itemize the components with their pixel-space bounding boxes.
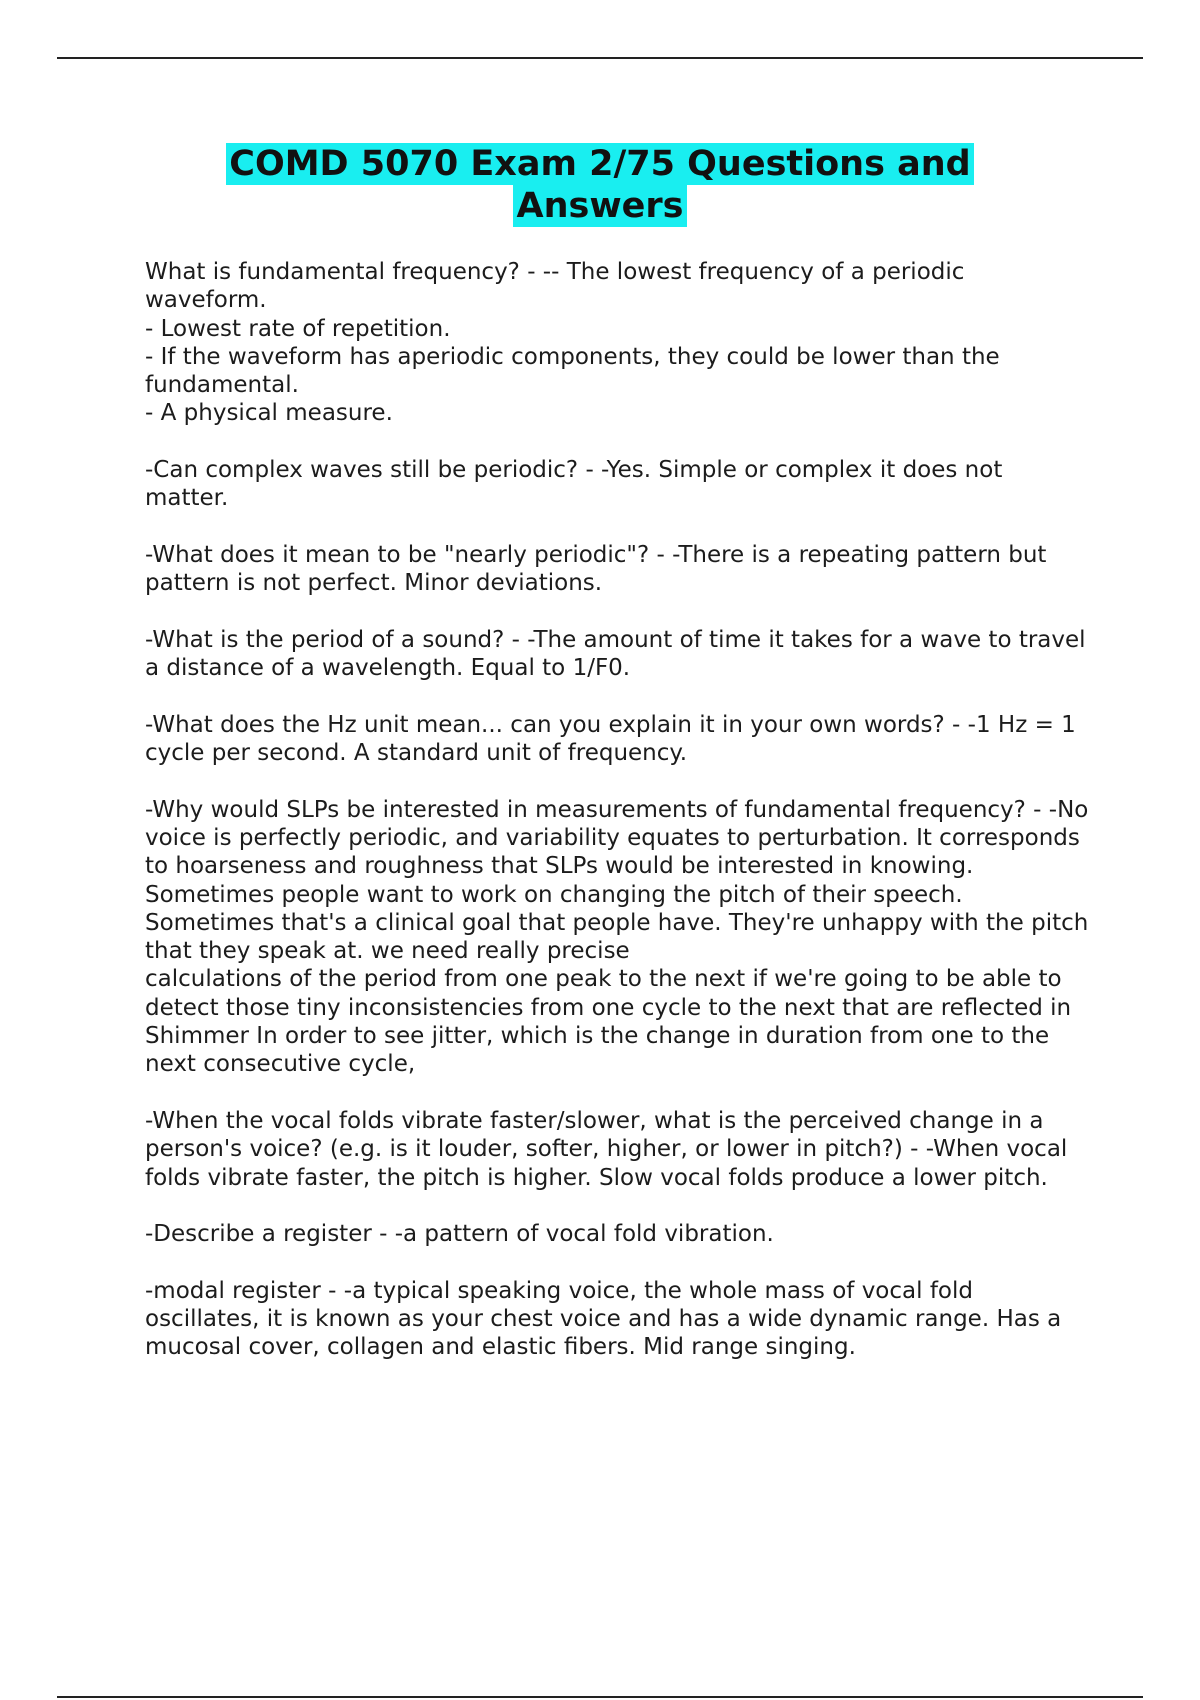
title-line-2: Answers bbox=[513, 185, 686, 227]
qa-entry-hz-unit: -What does the Hz unit mean... can you explain it in your own words? - -1 Hz = 1 cycle per second. A standard unit of frequency. bbox=[145, 711, 1076, 767]
qa-entry-vibration-speed: -When the vocal folds vibrate faster/slower, what is the perceived change in a person's voice? (e.g. is it louder, softer, higher, or lower in pitch?) - -When vocal folds vibrate faster, the pitch is higher. Slow vocal folds produce a lower pitch. bbox=[145, 1107, 1068, 1191]
qa-entry-fundamental-frequency: What is fundamental frequency? - -- The lowest frequency of a periodic waveform. - Lowest rate of repetition. - If the waveform has aperiodic components, they could be lower than the fundamental. - A physical measure. bbox=[145, 259, 1000, 427]
qa-entry-complex-waves: -Can complex waves still be periodic? - -Yes. Simple or complex it does not matter. bbox=[145, 457, 1003, 512]
qa-entry-register: -Describe a register - -a pattern of vocal fold vibration. bbox=[145, 1221, 774, 1248]
qa-entry-nearly-periodic: -What does it mean to be "nearly periodic"? - -There is a repeating pattern but pattern is not perfect. Minor deviations. bbox=[145, 541, 1047, 597]
qa-entry-modal-register: -modal register - -a typical speaking voice, the whole mass of vocal fold oscillates, it is known as your chest voice and has a wide dynamic range. Has a mucosal cover, collagen and elastic fibers. Mid range singing. bbox=[145, 1277, 1062, 1361]
qa-content bbox=[145, 258, 1090, 1362]
qa-entry-period: -What is the period of a sound? - -The amount of time it takes for a wave to travel a distance of a wavelength. Equal to 1/F0. bbox=[145, 626, 1086, 682]
document-title bbox=[0, 143, 1200, 227]
top-divider bbox=[57, 57, 1143, 59]
bottom-divider bbox=[57, 1696, 1143, 1698]
qa-entry-slp-interest: -Why would SLPs be interested in measurements of fundamental frequency? - -No voice is perfectly periodic, and variability equates to perturbation. It corresponds to hoarseness and roughness that SLPs would be interested in knowing. Sometimes people want to work on changing the pitch of their speech. Sometimes that's a clinical goal that people have. They're unhappy with the pitch that they speak at. we need really precise calculations of the period from one peak to the next if we're going to be able to detect those tiny inconsistencies from one cycle to the next that are reflected in Shimmer In order to see jitter, which is the change in duration from one to the next consecutive cycle, bbox=[145, 796, 1089, 1078]
title-line-1: COMD 5070 Exam 2/75 Questions and bbox=[226, 143, 973, 185]
